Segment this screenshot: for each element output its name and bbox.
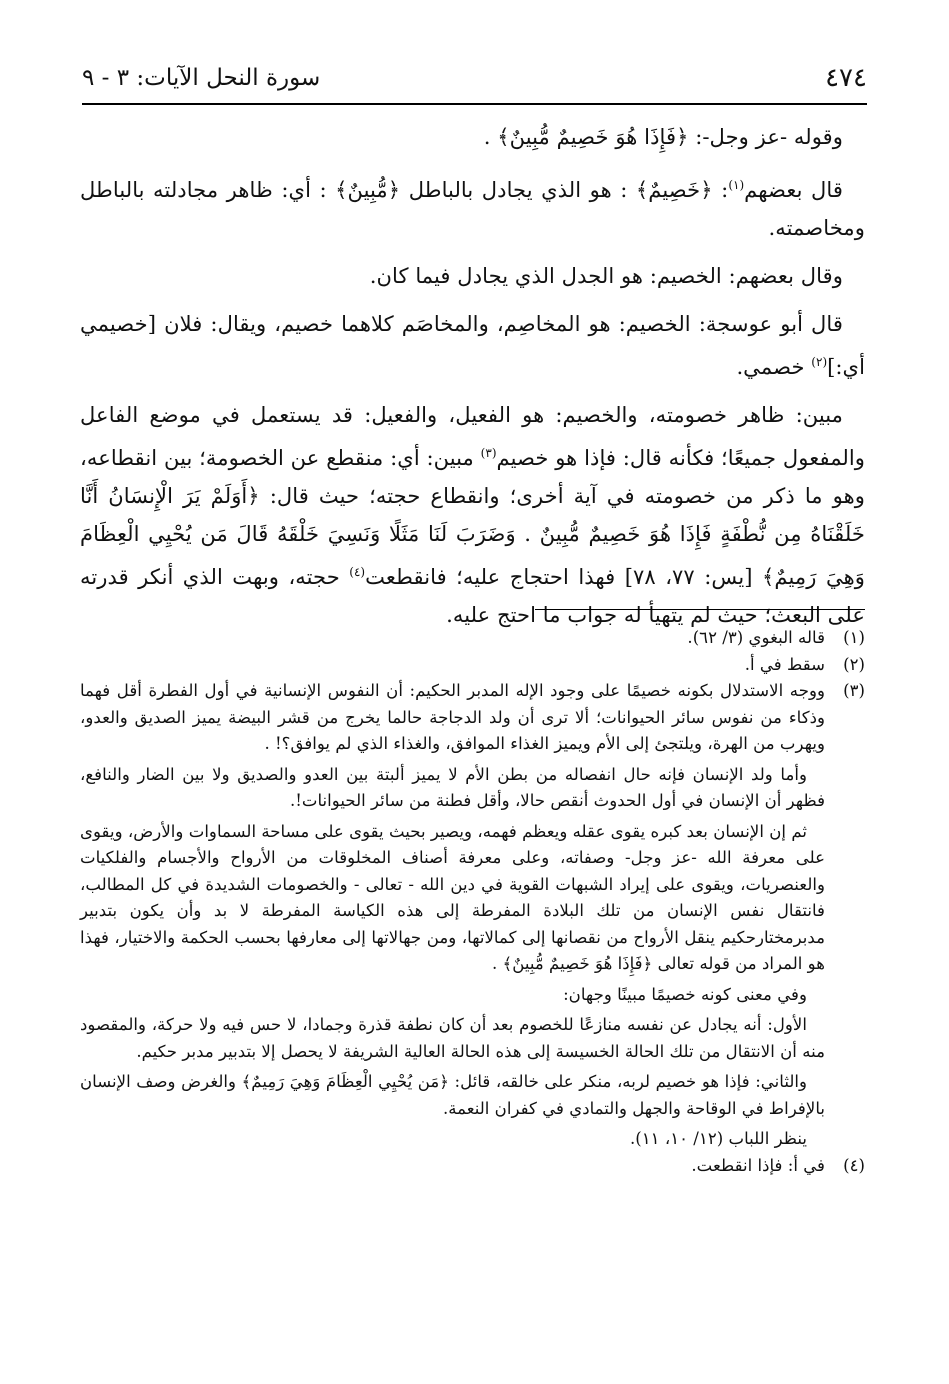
footnote bbox=[80, 678, 865, 1153]
footnote-text: وفي معنى كونه خصيمًا مبينًا وجهان: bbox=[563, 984, 807, 1004]
footnote-ref[interactable]: (٣) bbox=[480, 446, 497, 461]
paragraph: مبين: ظاهر خصومته، والخصيم: هو الفعيل، والفعيل: قد يستعمل في موضع الفاعل والمفعول جميعًا؛ فكأنه قال: فإذا هو خصيم$^{(٣)}$ مبين: أي: منقطع عن الخصومة؛ بين انقطاعه، وهو ما ذكر من خصومته في آية أخرى؛ وانقطاع حجته؛ حيث قال: ﴿أَوَلَمْ يَرَ الْإِنسَانُ أَنَّا خَلَقْنَاهُ مِن نُّطْفَةٍ فَإِذَا هُوَ خَصِيمٌ مُّبِينٌ . وَضَرَبَ لَنَا مَثَلًا وَنَسِيَ خَلْقَهُ قَالَ مَن يُحْيِي الْعِظَامَ وَهِيَ رَمِيمٌ﴾ [يس: ٧٧، ٧٨] فهذا احتجاج عليه؛ فانقطعت$^{(٤)}$ حجته، وبهت الذي أنكر قدرته على البعث؛ حيث لم يتهيأ له جواب ما احتج عليه. bbox=[80, 402, 866, 628]
paragraph: وقوله -عز وجل-: ﴿فَإِذَا هُوَ خَصِيمٌ مُّبِينٌ﴾ . bbox=[483, 124, 843, 149]
footnote bbox=[80, 1153, 865, 1180]
footnote-ref[interactable]: (٢) bbox=[811, 355, 828, 370]
footnote-text: ثم إن الإنسان بعد كبره يقوى عقله ويعظم فهمه، ويصير بحيث يقوى على مساحة السماوات والأرض، ويقوى على معرفة الله -عز وجل- وصفاته، وعلى معرفة أصناف المخلوقات من الأرواح والأجسام والفلكيات والعنصريات، ويقوى على إيراد الشبهات القوية في دين الله - تعالى - والخصومات الشديدة في كل المطالب، فانتقال نفس الإنسان من تلك البلادة المفرطة إلى هذه الكياسة المفرطة لا بد وأن يكون بتدبير مدبرمختارحكيم ينقل الأرواح من نقصانها إلى كمالاتها، ومن جهالاتها إلى معارفها بحسب الحكمة والاختيار، فهذا هو المراد من قوله تعالى ﴿فَإِذَا هُوَ خَصِيمٌ مُّبِينٌ﴾ . bbox=[80, 821, 825, 973]
footnote-separator bbox=[535, 609, 865, 610]
footnote-text: ينظر اللباب (١٢/ ١٠، ١١). bbox=[629, 1129, 807, 1148]
footnote-number: (٤) bbox=[843, 1155, 865, 1175]
paragraph: وقال بعضهم: الخصيم: هو الجدل الذي يجادل فيما كان. bbox=[369, 263, 843, 289]
footnote-ref[interactable]: (٤) bbox=[349, 565, 366, 580]
footnote-text: سقط في أ. bbox=[744, 654, 825, 674]
footnote-text: في أ: فإذا انقطعت. bbox=[691, 1155, 825, 1175]
header-rule bbox=[82, 103, 867, 105]
running-title: سورة النحل الآيات: ٣ - ٩ bbox=[82, 65, 321, 91]
footnote-text: والثاني: فإذا هو خصيم لربه، منكر على خالقه، قائل: ﴿مَن يُحْيِي الْعِظَامَ وَهِيَ رَمِيمٌ﴾ والغرض وصف الإنسان بالإفراط في الوقاحة والجهل والتمادي في كفران النعمة. bbox=[80, 1072, 825, 1118]
footnote bbox=[80, 652, 865, 679]
footnote-number: (٢) bbox=[843, 654, 865, 674]
footnotes bbox=[80, 625, 865, 1179]
paragraph: قال بعضهم$^{(١)}$: ﴿خَصِيمٌ﴾ : هو الذي يجادل بالباطل ﴿مُّبِينٌ﴾ : أي: ظاهر مجادلته بالباطل ومخاصمته. bbox=[80, 177, 865, 241]
page-header bbox=[82, 60, 867, 96]
main-text bbox=[80, 118, 865, 644]
footnote-text: وأما ولد الإنسان فإنه حال انفصاله من بطن الأم لا يميز ألبتة بين العدو والصديق ولا بين الضار والنافع، فظهر أن الإنسان في أول الحدوث أنقص حالا، وأقل فطنة من سائر الحيوانات!. bbox=[80, 764, 825, 810]
footnote-number: (١) bbox=[843, 628, 865, 647]
footnote-text: الأول: أنه يجادل عن نفسه منازعًا للخصوم بعد أن كان نطفة قذرة وجمادا، لا حس فيه ولا حركة، والمقصود منه أن الانتقال من تلك الحالة الخسيسة إلى هذه الحالة العالية الشريفة لا يحصل إلا بتدبير مدبر حكيم. bbox=[80, 1015, 825, 1061]
footnote-text: قاله البغوي (٣/ ٦٢). bbox=[687, 628, 825, 647]
page-number: ٤٧٤ bbox=[825, 63, 867, 93]
footnote bbox=[80, 625, 865, 652]
footnote-ref[interactable]: (١) bbox=[728, 178, 745, 192]
footnote-number: (٣) bbox=[843, 681, 865, 700]
paragraph: قال أبو عوسجة: الخصيم: هو المخاصِم، والمخاصَم كلاهما خصيم، ويقال: فلان [خصيمي أي:]$^{(٢)}$ خصمي. bbox=[80, 311, 865, 380]
footnote-text: ووجه الاستدلال بكونه خصيمًا على وجود الإله المدبر الحكيم: أن النفوس الإنسانية في أول الفطرة أقل فهما وذكاء من نفوس سائر الحيوانات؛ ألا ترى أن ولد الدجاجة حالما يخرج من قشر البيضة يميز الصديق والعدو، ويهرب من الهرة، ويلتجئ إلى الأم ويميز الغذاء الموافق، والغذاء الذي لم يوافق؟! . bbox=[80, 681, 825, 753]
